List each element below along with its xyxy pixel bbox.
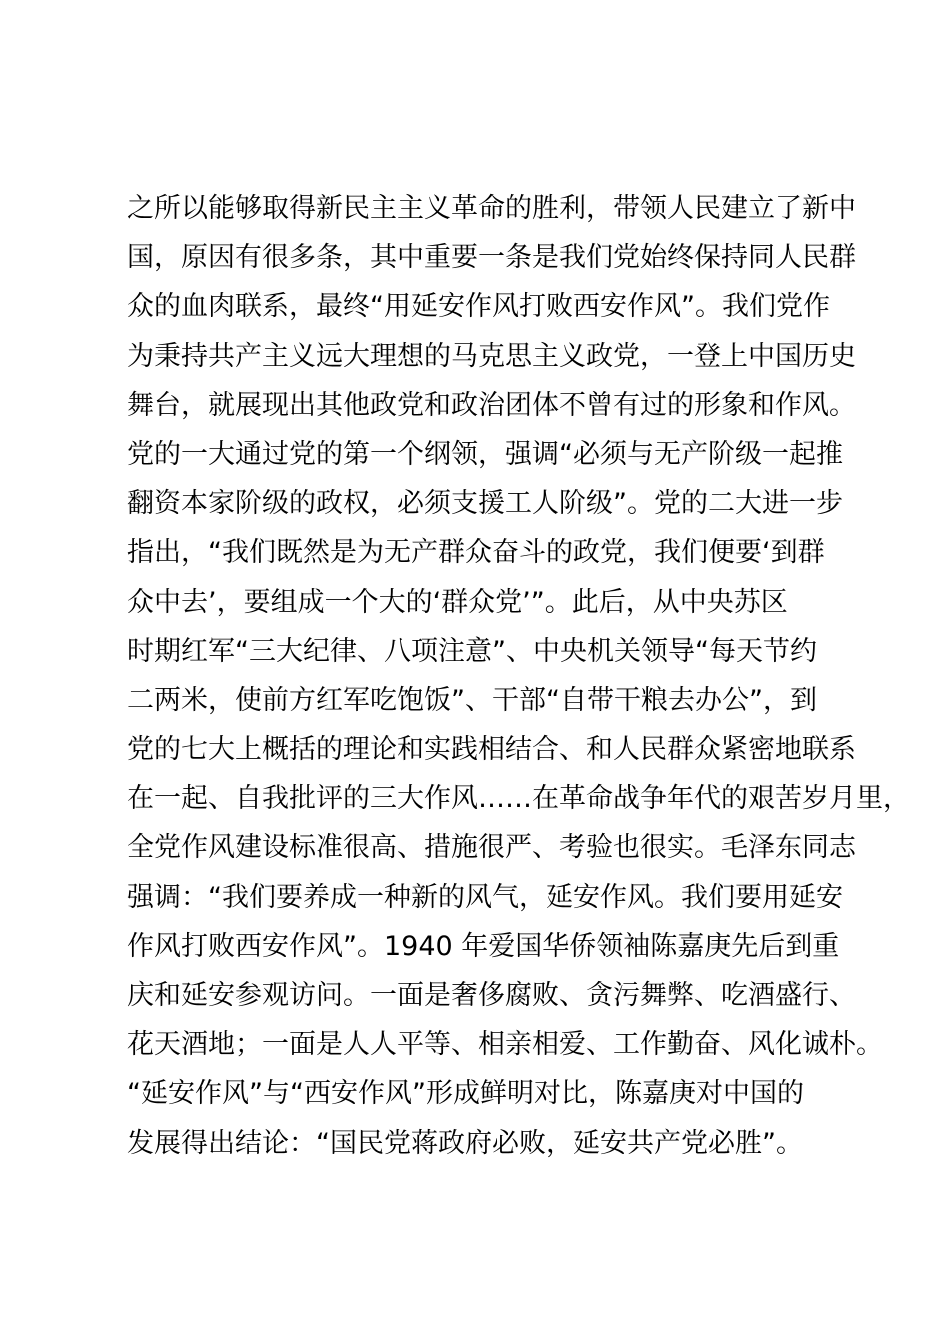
text-line: 党的七大上概括的理论和实践相结合、和人民群众紧密地联系	[127, 734, 856, 766]
text-line: 二两米，使前方红军吃饱饭”、干部“自带干粮去办公”，到	[127, 684, 817, 716]
text-line: 为秉持共产主义远大理想的马克思主义政党，一登上中国历史	[127, 340, 856, 372]
text-line: 全党作风建设标准很高、措施很严、考验也很实。毛泽东同志	[127, 832, 856, 864]
text-line: 舞台，就展现出其他政党和政治团体不曾有过的形象和作风。	[127, 389, 856, 421]
text-line: 指出，“我们既然是为无产群众奋斗的政党，我们便要‘到群	[127, 537, 825, 569]
text-line: 庆和延安参观访问。一面是奢侈腐败、贪污舞弊、吃酒盛行、	[127, 980, 856, 1011]
text-line: 发展得出结论：“国民党蒋政府必败，延安共产党必胜”。	[127, 1127, 803, 1159]
text-line: 之所以能够取得新民主主义革命的胜利，带领人民建立了新中	[127, 193, 856, 224]
text-line: 翻资本家阶级的政权，必须支援工人阶级”。党的二大进一步	[127, 488, 843, 520]
text-line: 在一起、自我批评的三大作风……在革命战争年代的艰苦岁月里，	[127, 783, 910, 815]
body-paragraph	[127, 184, 910, 1168]
text-line: 国，原因有很多条，其中重要一条是我们党始终保持同人民群	[127, 242, 856, 274]
text-line: 强调：“我们要养成一种新的风气，延安作风。我们要用延安	[127, 881, 843, 913]
text-line: 众中去’，要组成一个大的‘群众党’”。此后，从中央苏区	[127, 586, 788, 618]
text-line: 花天酒地；一面是人人平等、相亲相爱、工作勤奋、风化诚朴。	[127, 1029, 883, 1061]
text-line: 众的血肉联系，最终“用延安作风打败西安作风”。我们党作	[127, 291, 830, 323]
text-line: 时期红军“三大纪律、八项注意”、中央机关领导“每天节约	[127, 635, 817, 667]
text-line: “延安作风”与“西安作风”形成鲜明对比，陈嘉庚对中国的	[127, 1078, 804, 1110]
text-line: 党的一大通过党的第一个纲领，强调“必须与无产阶级一起推	[127, 438, 843, 470]
text-line: 作风打败西安作风”。1940 年爱国华侨领袖陈嘉庚先后到重	[127, 930, 840, 962]
